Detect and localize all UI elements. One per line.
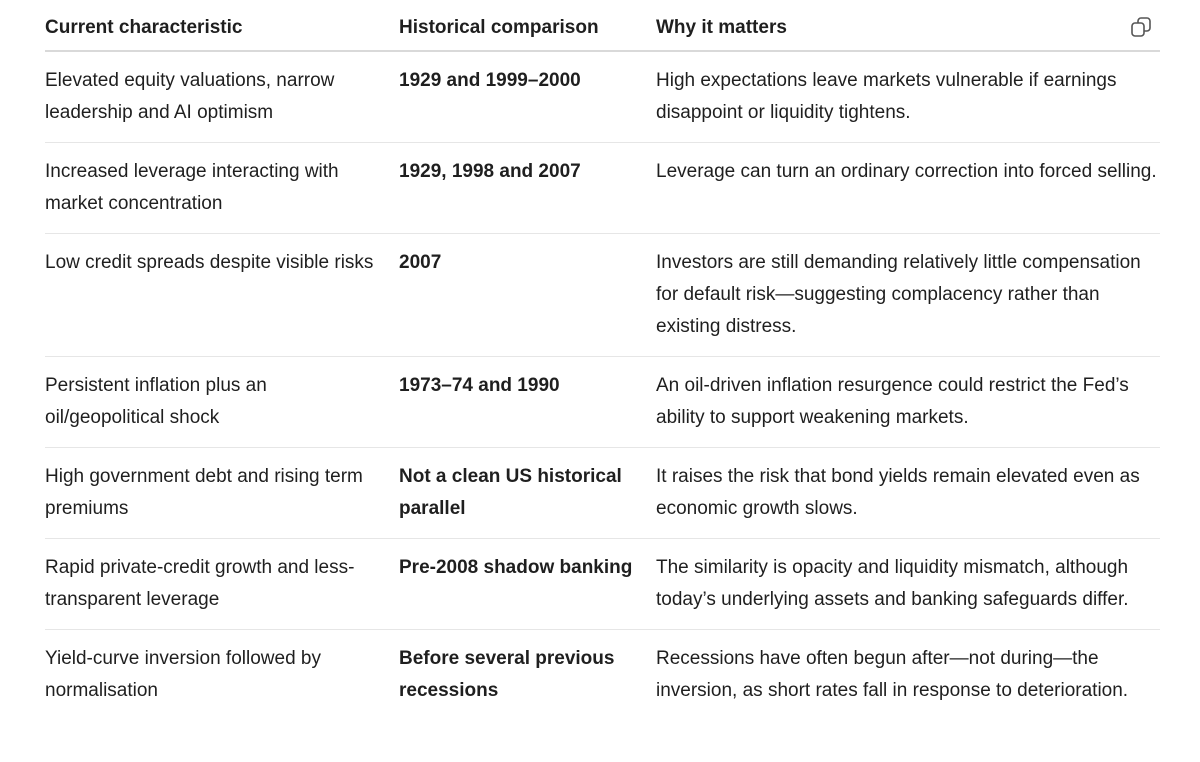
cell-characteristic: Elevated equity valuations, narrow leadership and AI optimism xyxy=(45,51,399,143)
cell-why: High expectations leave markets vulnerable if earnings disappoint or liquidity tightens. xyxy=(656,51,1160,143)
table-row xyxy=(45,448,1160,539)
copy-icon xyxy=(1129,15,1153,39)
table-row xyxy=(45,630,1160,721)
comparison-table xyxy=(45,0,1160,720)
cell-comparison: Before several previous recessions xyxy=(399,648,615,701)
cell-why: Recessions have often begun after—not during—the inversion, as short rates fall in response to deterioration. xyxy=(656,648,1129,701)
table-header xyxy=(45,0,1160,51)
cell-characteristic: Persistent inflation plus an oil/geopolitical shock xyxy=(45,357,399,448)
cell-characteristic: Increased leverage interacting with market concentration xyxy=(45,143,399,234)
table-row xyxy=(45,357,1160,448)
cell-comparison: 2007 xyxy=(399,234,656,357)
cell-comparison: Pre-2008 shadow banking xyxy=(399,539,656,630)
copy-button[interactable] xyxy=(1129,15,1153,39)
cell-characteristic: Low credit spreads despite visible risks xyxy=(45,234,399,357)
table-row xyxy=(45,234,1160,357)
cell-characteristic: Yield-curve inversion followed by normalisation xyxy=(45,648,321,701)
cell-comparison: Not a clean US historical parallel xyxy=(399,448,656,539)
header-row xyxy=(45,0,1160,51)
cell-why: Leverage can turn an ordinary correction into forced selling. xyxy=(656,143,1160,234)
cell-comparison: 1929 and 1999–2000 xyxy=(399,51,656,143)
table-row xyxy=(45,143,1160,234)
table-row xyxy=(45,51,1160,143)
cell-comparison: 1973–74 and 1990 xyxy=(399,357,656,448)
cell-characteristic: Rapid private-credit growth and less-transparent leverage xyxy=(45,539,399,630)
cell-characteristic: High government debt and rising term premiums xyxy=(45,448,399,539)
cell-why: The similarity is opacity and liquidity mismatch, although today’s underlying assets and banking safeguards differ. xyxy=(656,539,1160,630)
cell-why: An oil-driven inflation resurgence could restrict the Fed’s ability to support weakening markets. xyxy=(656,357,1160,448)
cell-comparison: 1929, 1998 and 2007 xyxy=(399,143,656,234)
cell-why: It raises the risk that bond yields remain elevated even as economic growth slows. xyxy=(656,448,1160,539)
header-why-it-matters: Why it matters xyxy=(656,0,1160,51)
table-body xyxy=(45,51,1160,720)
header-current-characteristic: Current characteristic xyxy=(45,0,399,51)
table-row xyxy=(45,539,1160,630)
cell-why: Investors are still demanding relatively little compensation for default risk—suggesting complacency rather than existing distress. xyxy=(656,234,1160,357)
header-historical-comparison: Historical comparison xyxy=(399,0,656,51)
